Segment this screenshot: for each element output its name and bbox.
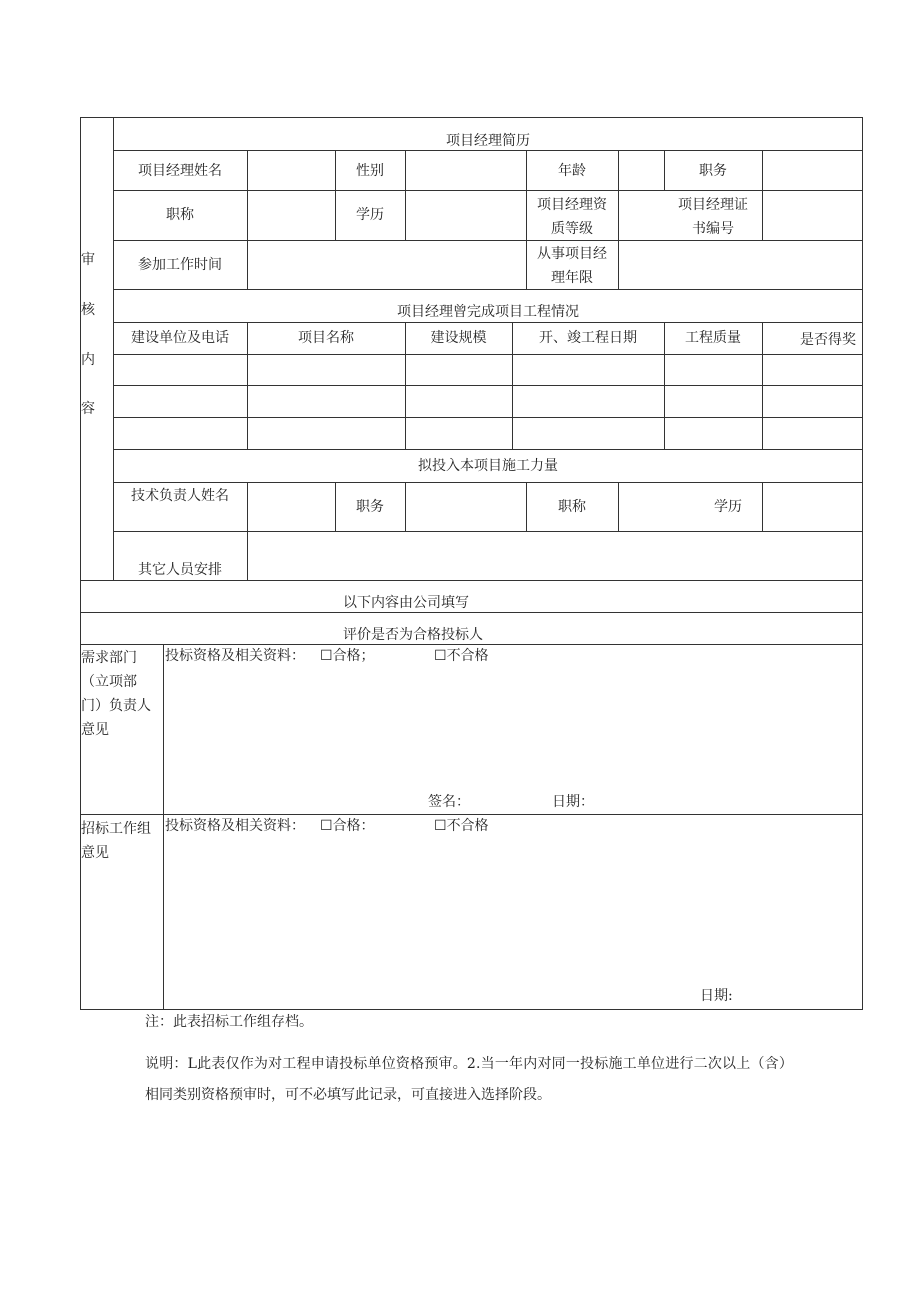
position-label: 职务	[699, 163, 727, 179]
evaluation-heading: 评价是否为合格投标人	[343, 627, 483, 643]
staff-position-label: 职务	[356, 499, 384, 515]
bid-fail-label: 不合格	[446, 818, 489, 834]
side-label-char: 内	[81, 352, 95, 368]
age-label: 年龄	[558, 163, 586, 179]
bid-qual-text: 投标资格及相关资料：	[165, 818, 305, 834]
pm-years-label-line1: 从事项目经	[537, 246, 607, 262]
explanation-line2: 相同类别资格预审时，可不必填写此记录，可直接进入选择阶段。	[145, 1087, 551, 1103]
projects-header: 建设规模	[430, 330, 487, 346]
education-label: 学历	[356, 207, 384, 223]
cert-no-label-line2: 书编号	[692, 221, 734, 237]
gender-label: 性别	[356, 163, 384, 179]
demand-fail-option[interactable]	[434, 644, 489, 668]
cert-no-label-line1: 项目经理证	[678, 197, 748, 213]
demand-pass-label: 合格；	[332, 648, 375, 664]
bid-pass-label: 合格：	[332, 818, 375, 834]
checkbox-icon[interactable]: ☐	[434, 648, 447, 664]
demand-qual-text: 投标资格及相关资料：	[165, 648, 305, 664]
side-label-char: 审	[81, 252, 95, 268]
qual-grade-label-line2: 质等级	[551, 221, 593, 237]
checkbox-icon[interactable]: ☐	[320, 818, 333, 834]
bid-fail-option[interactable]	[434, 814, 489, 838]
projects-header: 工程质量	[685, 330, 741, 346]
company-fill-heading: 以下内容由公司填写	[343, 595, 469, 611]
other-staff-label: 其它人员安排	[138, 562, 222, 578]
demand-sign-label: 签名：	[428, 794, 470, 810]
side-label-char: 容	[81, 401, 95, 417]
bid-date-label: 日期:	[700, 988, 733, 1004]
explanation-line1: 说明：L此表仅作为对工程申请投标单位资格预审。2.当一年内对同一投标施工单位进行二次以上（含）	[145, 1056, 794, 1072]
work-start-label: 参加工作时间	[138, 257, 222, 273]
projects-header: 是否得奖	[800, 332, 856, 348]
side-label-char: 核	[81, 302, 95, 318]
checkbox-icon[interactable]: ☐	[320, 648, 333, 664]
checkbox-icon[interactable]: ☐	[434, 818, 447, 834]
demand-pass-option[interactable]	[320, 644, 375, 668]
bid-group-label: 意见	[81, 845, 109, 861]
projects-header: 项目名称	[298, 330, 354, 346]
projects-header: 开、竣工程日期	[539, 330, 637, 346]
footnote: 注：此表招标工作组存档。	[145, 1014, 313, 1030]
demand-date-label: 日期：	[552, 794, 594, 810]
bid-pass-option[interactable]	[320, 814, 375, 838]
staff-title-label: 职称	[558, 499, 586, 515]
resume-title: 项目经理简历	[446, 133, 530, 149]
staff-education-label: 学历	[714, 499, 742, 515]
demand-dept-label: （立项部	[81, 674, 137, 690]
demand-dept-label: 意见	[81, 722, 109, 738]
pm-years-label-line2: 理年限	[551, 270, 593, 286]
demand-dept-label: 需求部门	[81, 650, 137, 666]
qual-grade-label-line1: 项目经理资	[537, 197, 607, 213]
pm-name-label: 项目经理姓名	[138, 163, 222, 179]
title-label: 职称	[166, 207, 194, 223]
bid-group-label: 招标工作组	[81, 821, 151, 837]
demand-dept-label: 门）负责人	[81, 698, 151, 714]
projects-title: 项目经理曾完成项目工程情况	[397, 304, 579, 320]
demand-fail-label: 不合格	[446, 648, 489, 664]
tech-lead-label: 技术负责人姓名	[131, 488, 229, 504]
projects-header: 建设单位及电话	[131, 330, 229, 346]
staffing-title: 拟投入本项目施工力量	[418, 458, 558, 474]
